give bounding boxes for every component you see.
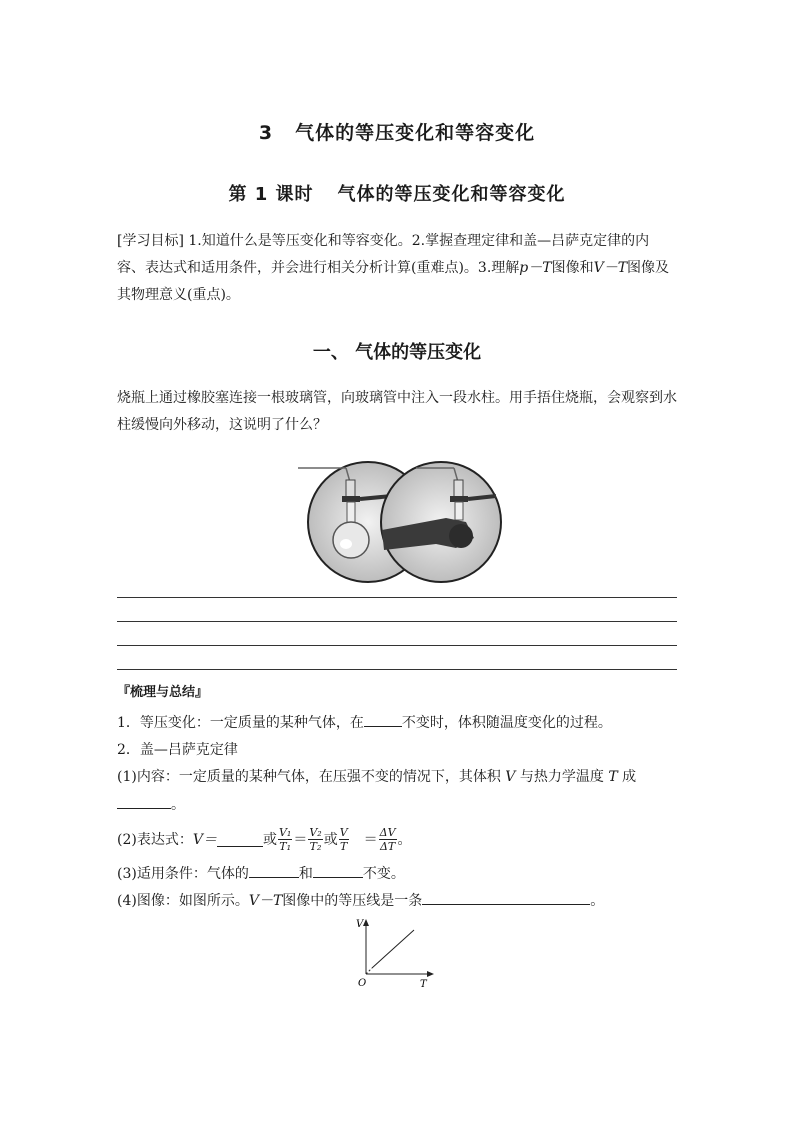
- period: 。: [171, 797, 185, 813]
- chapter-heading: [0, 118, 794, 145]
- section-intro: 烧瓶上通过橡胶塞连接一根玻璃管，向玻璃管中注入一段水柱。用手捂住烧瓶，会观察到水柱缓慢向外移动，这说明了什么？: [117, 390, 677, 433]
- blank-field[interactable]: [422, 890, 590, 905]
- origin-label: O: [358, 978, 367, 989]
- goals-text-3: 图像及其物理意义(重点)。: [117, 260, 670, 303]
- section-title: 一、 气体的等压变化: [312, 342, 482, 363]
- y-axis-label: V: [356, 919, 364, 930]
- equals: ＝: [293, 832, 308, 848]
- answer-line[interactable]: [117, 597, 677, 598]
- summary-item-1: [117, 712, 677, 732]
- item1-text-b: 不变时，体积随温度变化的过程。: [401, 715, 612, 731]
- goals-pt: p－T: [519, 260, 552, 276]
- fraction-dv-dt: $\frac{\Delta V}{\Delta T}$: [379, 825, 396, 853]
- goals-label: [学习目标]: [117, 233, 184, 249]
- blank-field[interactable]: [364, 712, 402, 727]
- blank-field[interactable]: [249, 863, 299, 878]
- item2-2-label: (2)表达式：: [117, 832, 193, 848]
- chapter-number: 3: [258, 122, 274, 144]
- or-text: 或: [262, 832, 277, 848]
- eq-v: V＝: [192, 832, 217, 848]
- item2-4-text-b: 图像中的等压线是一条: [282, 893, 423, 909]
- period: 。: [590, 893, 605, 909]
- chapter-title: 气体的等压变化和等容变化: [295, 122, 536, 144]
- answer-line[interactable]: [117, 621, 677, 622]
- summary-item-2-4: [117, 890, 677, 910]
- isobar-line: [372, 930, 414, 968]
- equals: ＝: [363, 832, 378, 848]
- x-axis-label: T: [420, 979, 427, 990]
- goals-vt: V－T: [593, 260, 628, 276]
- lesson-lead: 第 1 课时: [228, 184, 314, 205]
- summary-title: 『梳理与总结』: [117, 685, 209, 700]
- item2-1-text-a: (1)内容：一定质量的某种气体，在压强不变的情况下，其体积: [117, 769, 501, 785]
- fraction-v2-t2: $\frac{\text{V₂}}{\text{T₂}}$: [309, 825, 322, 853]
- item2-3-text-a: (3)适用条件：气体的: [117, 866, 249, 882]
- vt-graph: [350, 916, 440, 992]
- answer-line[interactable]: [117, 669, 677, 670]
- left-flask: [333, 522, 369, 558]
- var-t: T: [608, 769, 618, 785]
- learning-goals: [117, 228, 677, 309]
- summary-item-2-2: [117, 822, 677, 856]
- goals-text-2: 图像和: [551, 260, 594, 276]
- blank-field[interactable]: [313, 863, 363, 878]
- goals-text-1: 1.知道什么是等压变化和等容变化。2.掌握查理定律和盖—吕萨克定律的内容、表达式和适用条件，并会进行相关分析计算(重难点)。3.理解: [117, 233, 650, 276]
- item2-3-text-b: 不变。: [362, 866, 405, 882]
- vt-text: V－T: [248, 893, 283, 909]
- blank-field[interactable]: [217, 832, 263, 847]
- flask-illustration: [296, 452, 502, 588]
- var-v: V: [505, 769, 516, 785]
- period: 。: [397, 832, 412, 848]
- fraction-v1-t1: $\frac{\text{V₁}}{\text{T₁}}$: [278, 825, 292, 853]
- item2-4-text-a: (4)图像：如图所示。: [117, 893, 249, 909]
- blank-field[interactable]: [117, 794, 171, 809]
- lesson-title: 气体的等压变化和等容变化: [337, 184, 566, 205]
- spacer: [350, 832, 364, 846]
- summary-item-2-1: [117, 766, 677, 786]
- answer-line[interactable]: [117, 645, 677, 646]
- item1-text-a: 1．等压变化：一定质量的某种气体，在: [117, 715, 364, 731]
- isobar-dashed: [366, 968, 372, 974]
- summary-item-2-1-cont: [117, 794, 677, 814]
- summary-item-2-3: [117, 863, 677, 883]
- item2-1-text-c: 成: [622, 769, 637, 785]
- and-text: 和: [298, 866, 313, 882]
- item2-1-text-b: 与热力学温度: [519, 769, 604, 785]
- or-text: 或: [323, 832, 338, 848]
- fraction-v-t: $\frac{V}{T}$: [339, 825, 348, 853]
- summary-item-2: 2．盖—吕萨克定律: [117, 742, 238, 758]
- lesson-heading: [0, 180, 794, 206]
